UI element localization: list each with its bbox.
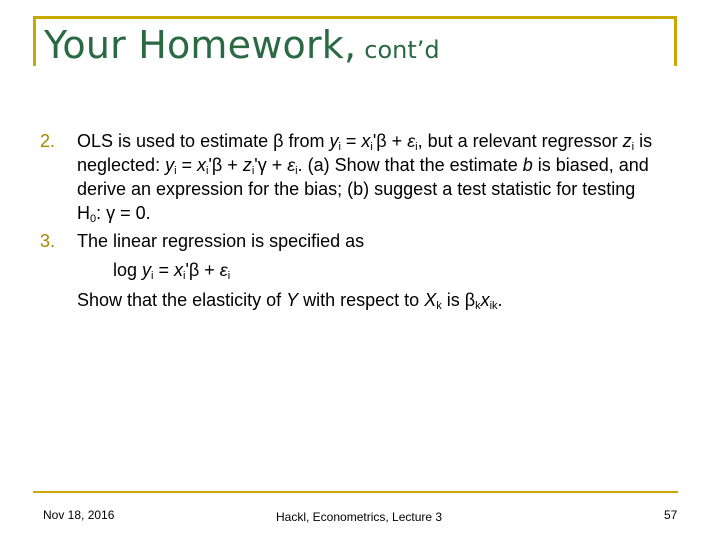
footer-date: Nov 18, 2016	[43, 508, 115, 522]
footer-course: Hackl, Econometrics, Lecture 3	[276, 510, 443, 524]
title-main: Your Homework,	[44, 23, 357, 67]
item-text: OLS is used to estimate β from $y_i = x_i'\beta + \varepsilon_i$, but a relevant regressor $z_i$ is neglected: $y_i = x_i'\beta + z_i'\gamma + \varepsilon_i$. (a) Show that the estimate b is biased, and derive an expression for the bias; (b) suggest a test statistic for testing $H_0$: γ = 0.	[77, 131, 653, 225]
page-title	[44, 23, 440, 67]
item-number: 2.	[40, 131, 56, 151]
equation-line: $\log y_i = x_i'\beta + \varepsilon_i$	[113, 260, 231, 282]
homework-item-2	[40, 129, 660, 225]
homework-item-3	[40, 229, 660, 253]
item-text: The linear regression is specified as	[77, 231, 365, 251]
footer-divider	[33, 491, 678, 493]
item-number: 3.	[40, 231, 56, 251]
title-sub: cont’d	[364, 36, 440, 64]
elasticity-line: Show that the elasticity of Y with respect to $X_k$ is $\beta_kx_{ik}$.	[77, 290, 503, 312]
page-number: 57	[664, 508, 678, 522]
